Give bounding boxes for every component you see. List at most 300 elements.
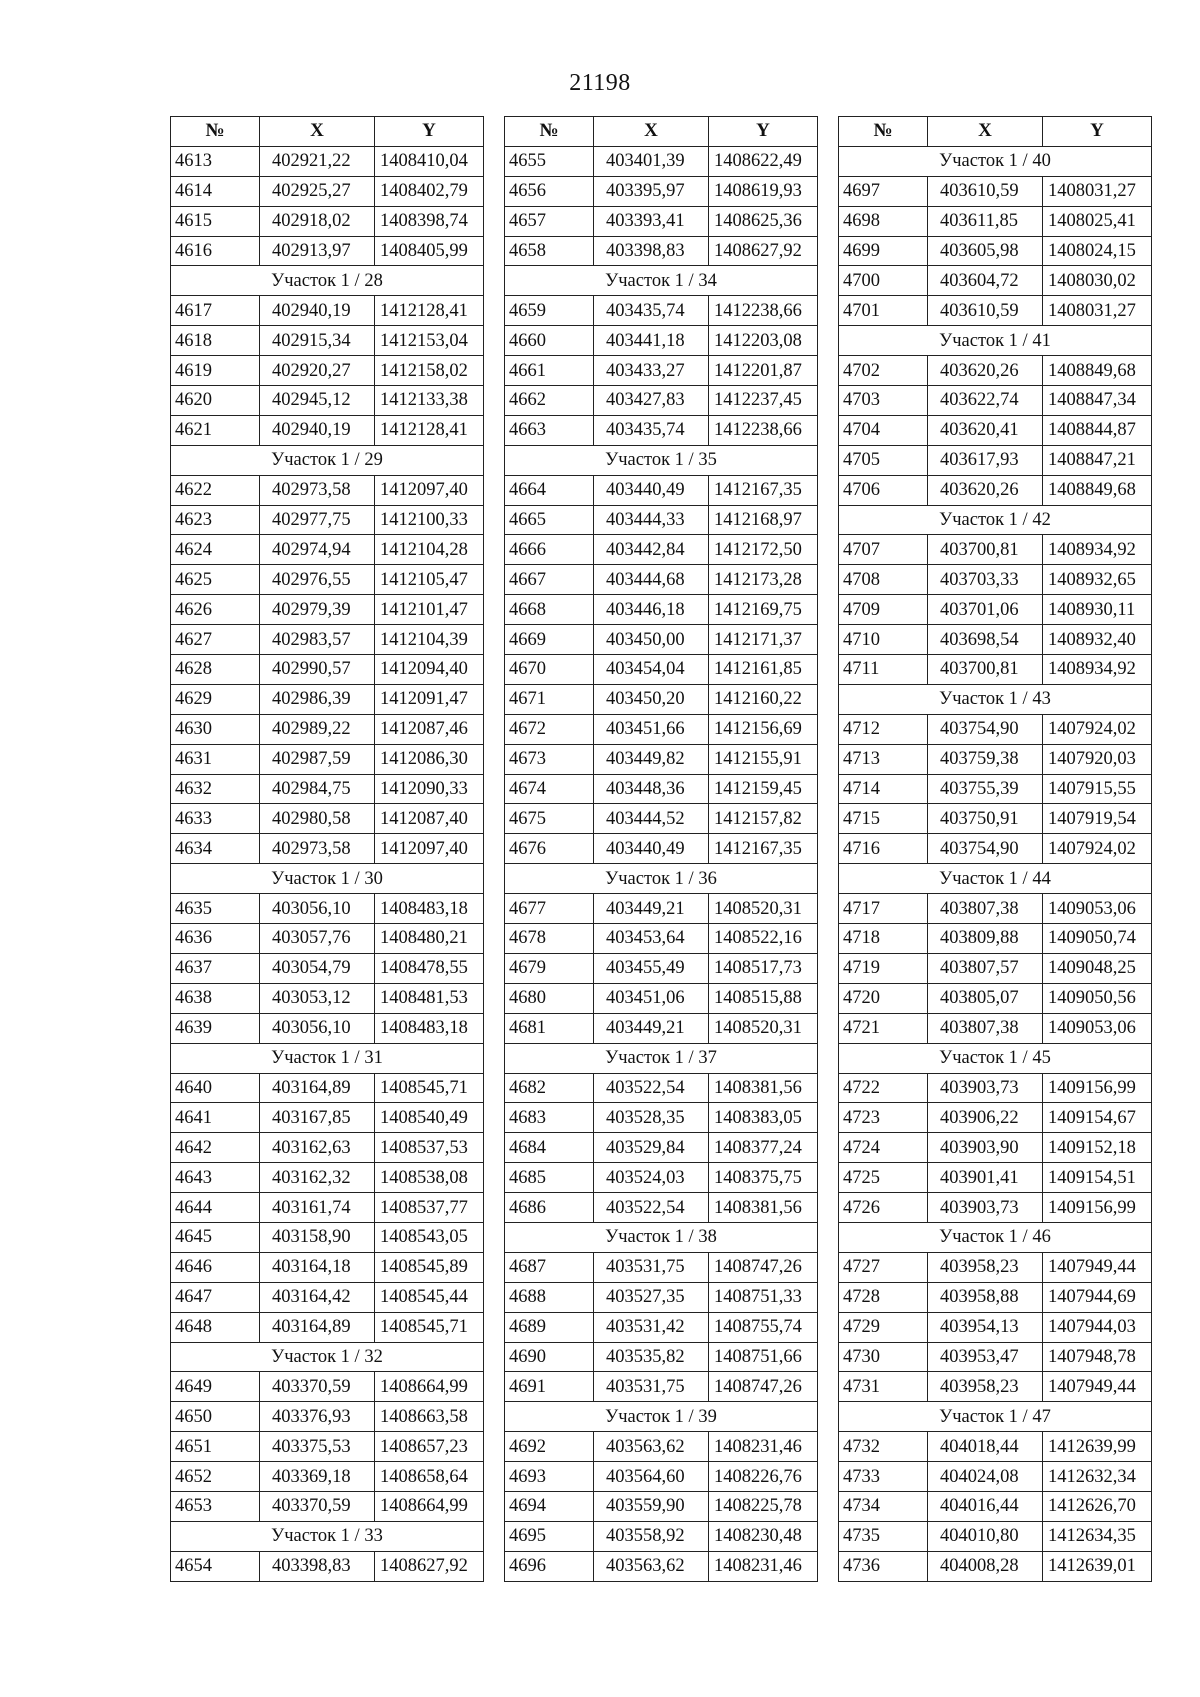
y-coordinate-cell: 1408932,40 — [1043, 625, 1152, 655]
point-number-cell: 4690 — [505, 1342, 594, 1372]
y-coordinate-cell: 1412156,69 — [709, 714, 818, 744]
point-number-cell: 4728 — [839, 1282, 928, 1312]
y-coordinate-cell: 1409053,06 — [1043, 1013, 1152, 1043]
point-number-cell: 4664 — [505, 475, 594, 505]
table-row — [171, 983, 484, 1013]
y-coordinate-cell: 1408402,79 — [375, 176, 484, 206]
point-number-cell: 4636 — [171, 924, 260, 954]
x-coordinate-cell: 403700,81 — [928, 535, 1043, 565]
y-coordinate-cell: 1408483,18 — [375, 894, 484, 924]
section-row — [171, 1342, 484, 1372]
x-coordinate-cell: 403903,90 — [928, 1133, 1043, 1163]
y-coordinate-cell: 1412238,66 — [709, 415, 818, 445]
coordinates-table-1 — [170, 116, 484, 1582]
table-row — [839, 774, 1152, 804]
y-coordinate-cell: 1409156,99 — [1043, 1073, 1152, 1103]
x-coordinate-cell: 403958,23 — [928, 1252, 1043, 1282]
section-label: Участок 1 / 29 — [171, 445, 484, 475]
point-number-cell: 4736 — [839, 1551, 928, 1581]
x-coordinate-cell: 403444,68 — [594, 565, 709, 595]
x-coordinate-cell: 403376,93 — [260, 1402, 375, 1432]
table-row — [171, 1282, 484, 1312]
y-coordinate-cell: 1412104,28 — [375, 535, 484, 565]
x-coordinate-cell: 403161,74 — [260, 1193, 375, 1223]
point-number-cell: 4656 — [505, 176, 594, 206]
x-coordinate-cell: 403620,26 — [928, 356, 1043, 386]
x-coordinate-cell: 403450,00 — [594, 625, 709, 655]
header-number: № — [171, 117, 260, 147]
section-label: Участок 1 / 37 — [505, 1043, 818, 1073]
y-coordinate-cell: 1409050,74 — [1043, 924, 1152, 954]
point-number-cell: 4693 — [505, 1462, 594, 1492]
point-number-cell: 4668 — [505, 595, 594, 625]
table-row — [839, 1163, 1152, 1193]
y-coordinate-cell: 1408545,44 — [375, 1282, 484, 1312]
table-row — [505, 834, 818, 864]
y-coordinate-cell: 1412094,40 — [375, 655, 484, 685]
x-coordinate-cell: 403164,89 — [260, 1073, 375, 1103]
table-row — [505, 1282, 818, 1312]
point-number-cell: 4614 — [171, 176, 260, 206]
point-number-cell: 4684 — [505, 1133, 594, 1163]
point-number-cell: 4639 — [171, 1013, 260, 1043]
table-row — [171, 655, 484, 685]
point-number-cell: 4704 — [839, 415, 928, 445]
y-coordinate-cell: 1408537,77 — [375, 1193, 484, 1223]
y-coordinate-cell: 1412091,47 — [375, 684, 484, 714]
table-row — [171, 206, 484, 236]
table-row — [171, 1252, 484, 1282]
x-coordinate-cell: 403701,06 — [928, 595, 1043, 625]
x-coordinate-cell: 402913,97 — [260, 236, 375, 266]
y-coordinate-cell: 1412639,01 — [1043, 1551, 1152, 1581]
y-coordinate-cell: 1408520,31 — [709, 894, 818, 924]
section-row — [505, 1043, 818, 1073]
section-label: Участок 1 / 38 — [505, 1222, 818, 1252]
x-coordinate-cell: 403451,06 — [594, 983, 709, 1013]
point-number-cell: 4698 — [839, 206, 928, 236]
point-number-cell: 4712 — [839, 714, 928, 744]
y-coordinate-cell: 1408934,92 — [1043, 655, 1152, 685]
table-row — [505, 236, 818, 266]
y-coordinate-cell: 1409156,99 — [1043, 1193, 1152, 1223]
x-coordinate-cell: 403531,75 — [594, 1252, 709, 1282]
x-coordinate-cell: 402918,02 — [260, 206, 375, 236]
point-number-cell: 4720 — [839, 983, 928, 1013]
point-number-cell: 4644 — [171, 1193, 260, 1223]
x-coordinate-cell: 403559,90 — [594, 1491, 709, 1521]
x-coordinate-cell: 403807,57 — [928, 953, 1043, 983]
header-number: № — [839, 117, 928, 147]
table-row — [505, 1521, 818, 1551]
table-row — [839, 236, 1152, 266]
y-coordinate-cell: 1408383,05 — [709, 1103, 818, 1133]
y-coordinate-cell: 1408625,36 — [709, 206, 818, 236]
point-number-cell: 4714 — [839, 774, 928, 804]
point-number-cell: 4717 — [839, 894, 928, 924]
x-coordinate-cell: 402976,55 — [260, 565, 375, 595]
table-header-row — [505, 117, 818, 147]
x-coordinate-cell: 403755,39 — [928, 774, 1043, 804]
y-coordinate-cell: 1408520,31 — [709, 1013, 818, 1043]
table-row — [505, 415, 818, 445]
table-row — [505, 535, 818, 565]
section-label: Участок 1 / 47 — [839, 1402, 1152, 1432]
point-number-cell: 4675 — [505, 804, 594, 834]
y-coordinate-cell: 1412168,97 — [709, 505, 818, 535]
table-row — [171, 1013, 484, 1043]
table-row — [505, 924, 818, 954]
x-coordinate-cell: 402974,94 — [260, 535, 375, 565]
y-coordinate-cell: 1408751,66 — [709, 1342, 818, 1372]
point-number-cell: 4633 — [171, 804, 260, 834]
header-y: Y — [375, 117, 484, 147]
x-coordinate-cell: 403370,59 — [260, 1491, 375, 1521]
table-row — [171, 565, 484, 595]
y-coordinate-cell: 1408747,26 — [709, 1252, 818, 1282]
x-coordinate-cell: 403617,93 — [928, 445, 1043, 475]
x-coordinate-cell: 403450,20 — [594, 684, 709, 714]
table-header-row — [839, 117, 1152, 147]
header-y: Y — [1043, 117, 1152, 147]
point-number-cell: 4731 — [839, 1372, 928, 1402]
x-coordinate-cell: 402940,19 — [260, 296, 375, 326]
point-number-cell: 4686 — [505, 1193, 594, 1223]
x-coordinate-cell: 403522,54 — [594, 1193, 709, 1223]
x-coordinate-cell: 403435,74 — [594, 296, 709, 326]
point-number-cell: 4700 — [839, 266, 928, 296]
y-coordinate-cell: 1408932,65 — [1043, 565, 1152, 595]
table-row — [505, 1252, 818, 1282]
x-coordinate-cell: 403958,23 — [928, 1372, 1043, 1402]
point-number-cell: 4660 — [505, 326, 594, 356]
point-number-cell: 4623 — [171, 505, 260, 535]
table-row — [505, 505, 818, 535]
section-label: Участок 1 / 45 — [839, 1043, 1152, 1073]
point-number-cell: 4713 — [839, 744, 928, 774]
y-coordinate-cell: 1408377,24 — [709, 1133, 818, 1163]
x-coordinate-cell: 403901,41 — [928, 1163, 1043, 1193]
point-number-cell: 4629 — [171, 684, 260, 714]
point-number-cell: 4685 — [505, 1163, 594, 1193]
section-row — [171, 1043, 484, 1073]
y-coordinate-cell: 1408627,92 — [709, 236, 818, 266]
table-row — [839, 386, 1152, 416]
point-number-cell: 4634 — [171, 834, 260, 864]
y-coordinate-cell: 1408410,04 — [375, 146, 484, 176]
section-row — [839, 1043, 1152, 1073]
y-coordinate-cell: 1412626,70 — [1043, 1491, 1152, 1521]
table-row — [171, 1312, 484, 1342]
point-number-cell: 4613 — [171, 146, 260, 176]
x-coordinate-cell: 403158,90 — [260, 1222, 375, 1252]
y-coordinate-cell: 1408398,74 — [375, 206, 484, 236]
y-coordinate-cell: 1412167,35 — [709, 475, 818, 505]
table-row — [839, 475, 1152, 505]
section-label: Участок 1 / 36 — [505, 864, 818, 894]
table-row — [171, 953, 484, 983]
point-number-cell: 4725 — [839, 1163, 928, 1193]
header-x: X — [928, 117, 1043, 147]
x-coordinate-cell: 403395,97 — [594, 176, 709, 206]
table-row — [839, 266, 1152, 296]
y-coordinate-cell: 1412167,35 — [709, 834, 818, 864]
y-coordinate-cell: 1407920,03 — [1043, 744, 1152, 774]
y-coordinate-cell: 1408930,11 — [1043, 595, 1152, 625]
table-row — [171, 714, 484, 744]
table-row — [839, 1103, 1152, 1133]
x-coordinate-cell: 403440,49 — [594, 834, 709, 864]
y-coordinate-cell: 1407944,69 — [1043, 1282, 1152, 1312]
x-coordinate-cell: 403611,85 — [928, 206, 1043, 236]
table-row — [505, 1462, 818, 1492]
table-row — [505, 1342, 818, 1372]
point-number-cell: 4651 — [171, 1432, 260, 1462]
x-coordinate-cell: 403754,90 — [928, 834, 1043, 864]
table-row — [171, 1222, 484, 1252]
x-coordinate-cell: 403455,49 — [594, 953, 709, 983]
section-row — [839, 505, 1152, 535]
y-coordinate-cell: 1412634,35 — [1043, 1521, 1152, 1551]
point-number-cell: 4632 — [171, 774, 260, 804]
x-coordinate-cell: 403522,54 — [594, 1073, 709, 1103]
x-coordinate-cell: 403056,10 — [260, 1013, 375, 1043]
y-coordinate-cell: 1407949,44 — [1043, 1252, 1152, 1282]
x-coordinate-cell: 403558,92 — [594, 1521, 709, 1551]
table-row — [839, 595, 1152, 625]
y-coordinate-cell: 1412632,34 — [1043, 1462, 1152, 1492]
y-coordinate-cell: 1408030,02 — [1043, 266, 1152, 296]
x-coordinate-cell: 403164,18 — [260, 1252, 375, 1282]
table-row — [839, 1551, 1152, 1581]
y-coordinate-cell: 1408231,46 — [709, 1432, 818, 1462]
point-number-cell: 4663 — [505, 415, 594, 445]
y-coordinate-cell: 1412172,50 — [709, 535, 818, 565]
table-row — [505, 1491, 818, 1521]
coordinates-table-2 — [504, 116, 818, 1582]
table-row — [171, 625, 484, 655]
table-row — [171, 1551, 484, 1581]
y-coordinate-cell: 1407915,55 — [1043, 774, 1152, 804]
point-number-cell: 4702 — [839, 356, 928, 386]
point-number-cell: 4643 — [171, 1163, 260, 1193]
point-number-cell: 4637 — [171, 953, 260, 983]
section-row — [171, 445, 484, 475]
x-coordinate-cell: 403451,66 — [594, 714, 709, 744]
x-coordinate-cell: 403809,88 — [928, 924, 1043, 954]
table-row — [839, 1312, 1152, 1342]
x-coordinate-cell: 403529,84 — [594, 1133, 709, 1163]
point-number-cell: 4697 — [839, 176, 928, 206]
y-coordinate-cell: 1412128,41 — [375, 296, 484, 326]
point-number-cell: 4658 — [505, 236, 594, 266]
y-coordinate-cell: 1412105,47 — [375, 565, 484, 595]
table-row — [505, 983, 818, 1013]
table-row — [505, 1432, 818, 1462]
y-coordinate-cell: 1409048,25 — [1043, 953, 1152, 983]
section-row — [505, 266, 818, 296]
y-coordinate-cell: 1408478,55 — [375, 953, 484, 983]
point-number-cell: 4707 — [839, 535, 928, 565]
point-number-cell: 4628 — [171, 655, 260, 685]
table-row — [839, 1252, 1152, 1282]
table-row — [839, 924, 1152, 954]
point-number-cell: 4694 — [505, 1491, 594, 1521]
point-number-cell: 4708 — [839, 565, 928, 595]
table-row — [171, 1491, 484, 1521]
table-row — [505, 146, 818, 176]
x-coordinate-cell: 402920,27 — [260, 356, 375, 386]
table-row — [171, 684, 484, 714]
x-coordinate-cell: 403427,83 — [594, 386, 709, 416]
table-row — [505, 1193, 818, 1223]
x-coordinate-cell: 403564,60 — [594, 1462, 709, 1492]
table-row — [171, 894, 484, 924]
x-coordinate-cell: 403164,42 — [260, 1282, 375, 1312]
y-coordinate-cell: 1408847,34 — [1043, 386, 1152, 416]
point-number-cell: 4719 — [839, 953, 928, 983]
y-coordinate-cell: 1408024,15 — [1043, 236, 1152, 266]
y-coordinate-cell: 1408538,08 — [375, 1163, 484, 1193]
table-row — [171, 1133, 484, 1163]
y-coordinate-cell: 1408663,58 — [375, 1402, 484, 1432]
x-coordinate-cell: 403449,82 — [594, 744, 709, 774]
table-row — [171, 146, 484, 176]
y-coordinate-cell: 1412173,28 — [709, 565, 818, 595]
section-row — [839, 1222, 1152, 1252]
section-label: Участок 1 / 40 — [839, 146, 1152, 176]
y-coordinate-cell: 1408751,33 — [709, 1282, 818, 1312]
x-coordinate-cell: 403903,73 — [928, 1193, 1043, 1223]
table-row — [505, 595, 818, 625]
section-row — [171, 864, 484, 894]
x-coordinate-cell: 402986,39 — [260, 684, 375, 714]
y-coordinate-cell: 1412090,33 — [375, 774, 484, 804]
section-label: Участок 1 / 33 — [171, 1521, 484, 1551]
table-row — [171, 1073, 484, 1103]
x-coordinate-cell: 403620,41 — [928, 415, 1043, 445]
point-number-cell: 4733 — [839, 1462, 928, 1492]
y-coordinate-cell: 1408849,68 — [1043, 475, 1152, 505]
section-label: Участок 1 / 42 — [839, 505, 1152, 535]
y-coordinate-cell: 1408664,99 — [375, 1491, 484, 1521]
y-coordinate-cell: 1408934,92 — [1043, 535, 1152, 565]
section-label: Участок 1 / 35 — [505, 445, 818, 475]
table-row — [839, 1432, 1152, 1462]
table-row — [839, 445, 1152, 475]
point-number-cell: 4646 — [171, 1252, 260, 1282]
point-number-cell: 4638 — [171, 983, 260, 1013]
point-number-cell: 4615 — [171, 206, 260, 236]
y-coordinate-cell: 1412160,22 — [709, 684, 818, 714]
table-row — [505, 1103, 818, 1133]
x-coordinate-cell: 403527,35 — [594, 1282, 709, 1312]
section-label: Участок 1 / 28 — [171, 266, 484, 296]
point-number-cell: 4676 — [505, 834, 594, 864]
y-coordinate-cell: 1409050,56 — [1043, 983, 1152, 1013]
section-row — [505, 864, 818, 894]
table-row — [839, 1193, 1152, 1223]
x-coordinate-cell: 403453,64 — [594, 924, 709, 954]
table-row — [505, 625, 818, 655]
table-row — [839, 1073, 1152, 1103]
table-row — [839, 176, 1152, 206]
point-number-cell: 4650 — [171, 1402, 260, 1432]
x-coordinate-cell: 402989,22 — [260, 714, 375, 744]
y-coordinate-cell: 1412087,40 — [375, 804, 484, 834]
table-row — [171, 1372, 484, 1402]
x-coordinate-cell: 403398,83 — [594, 236, 709, 266]
x-coordinate-cell: 403401,39 — [594, 146, 709, 176]
point-number-cell: 4710 — [839, 625, 928, 655]
table-row — [505, 206, 818, 236]
table-row — [839, 655, 1152, 685]
y-coordinate-cell: 1412158,02 — [375, 356, 484, 386]
table-row — [839, 1282, 1152, 1312]
table-row — [171, 475, 484, 505]
point-number-cell: 4680 — [505, 983, 594, 1013]
table-row — [171, 1432, 484, 1462]
page-number: 21198 — [569, 70, 631, 96]
y-coordinate-cell: 1408231,46 — [709, 1551, 818, 1581]
table-row — [171, 1193, 484, 1223]
point-number-cell: 4688 — [505, 1282, 594, 1312]
table-row — [505, 1013, 818, 1043]
y-coordinate-cell: 1407924,02 — [1043, 834, 1152, 864]
x-coordinate-cell: 403750,91 — [928, 804, 1043, 834]
section-row — [171, 266, 484, 296]
point-number-cell: 4703 — [839, 386, 928, 416]
y-coordinate-cell: 1408481,53 — [375, 983, 484, 1013]
y-coordinate-cell: 1408537,53 — [375, 1133, 484, 1163]
point-number-cell: 4715 — [839, 804, 928, 834]
table-row — [839, 1491, 1152, 1521]
table-row — [839, 415, 1152, 445]
section-row — [839, 864, 1152, 894]
x-coordinate-cell: 403433,27 — [594, 356, 709, 386]
table-row — [839, 953, 1152, 983]
y-coordinate-cell: 1408405,99 — [375, 236, 484, 266]
section-row — [839, 684, 1152, 714]
point-number-cell: 4618 — [171, 326, 260, 356]
table-row — [171, 1103, 484, 1133]
point-number-cell: 4709 — [839, 595, 928, 625]
section-row — [839, 1402, 1152, 1432]
point-number-cell: 4624 — [171, 535, 260, 565]
y-coordinate-cell: 1412639,99 — [1043, 1432, 1152, 1462]
table-row — [839, 1133, 1152, 1163]
y-coordinate-cell: 1409053,06 — [1043, 894, 1152, 924]
point-number-cell: 4729 — [839, 1312, 928, 1342]
table-row — [505, 1133, 818, 1163]
table-header-row — [171, 117, 484, 147]
section-label: Участок 1 / 46 — [839, 1222, 1152, 1252]
y-coordinate-cell: 1412169,75 — [709, 595, 818, 625]
point-number-cell: 4619 — [171, 356, 260, 386]
x-coordinate-cell: 402980,58 — [260, 804, 375, 834]
point-number-cell: 4667 — [505, 565, 594, 595]
table-row — [839, 535, 1152, 565]
point-number-cell: 4732 — [839, 1432, 928, 1462]
y-coordinate-cell: 1408844,87 — [1043, 415, 1152, 445]
y-coordinate-cell: 1412086,30 — [375, 744, 484, 774]
point-number-cell: 4625 — [171, 565, 260, 595]
point-number-cell: 4701 — [839, 296, 928, 326]
x-coordinate-cell: 403449,21 — [594, 894, 709, 924]
x-coordinate-cell: 403375,53 — [260, 1432, 375, 1462]
x-coordinate-cell: 402979,39 — [260, 595, 375, 625]
x-coordinate-cell: 403162,63 — [260, 1133, 375, 1163]
